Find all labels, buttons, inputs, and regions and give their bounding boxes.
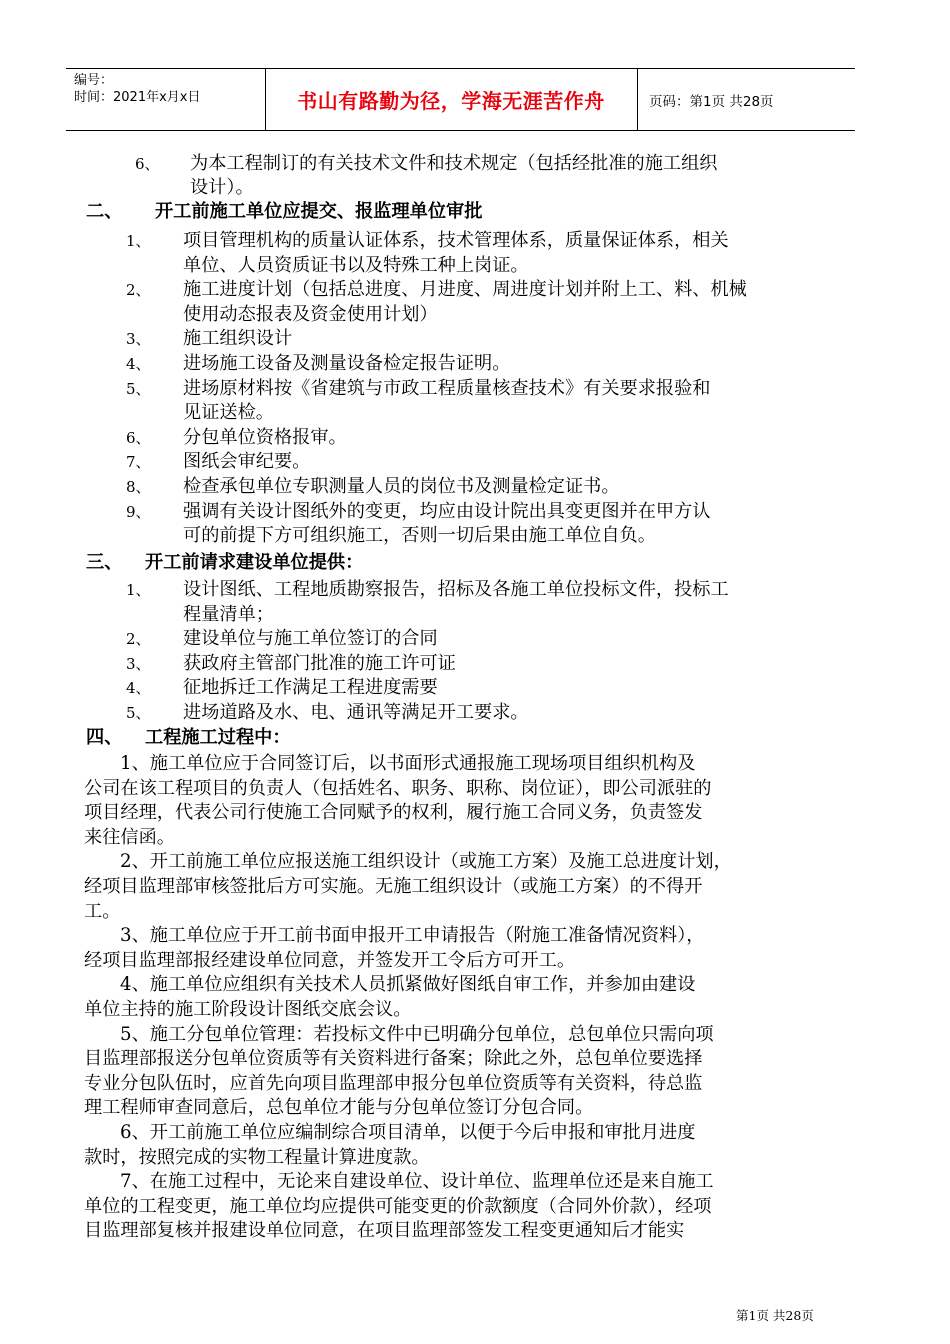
- list-number: 9、: [126, 502, 151, 521]
- list-item-text: 项目管理机构的质量认证体系，技术管理体系，质量保证体系，相关: [183, 230, 729, 251]
- list-number: 4、: [126, 355, 151, 373]
- header-meta-cell: [66, 69, 266, 130]
- paragraph-line: 目监理部复核并报建设单位同意，在项目监理部签发工程变更通知后才能实: [84, 1220, 685, 1242]
- section-heading: 开工前施工单位应提交、报监理单位审批: [155, 201, 483, 222]
- paragraph-line: 4、施工单位应组织有关技术人员抓紧做好图纸自审工作，并参加由建设: [120, 974, 696, 996]
- list-number: 7、: [126, 453, 151, 472]
- paragraph-line: 6、开工前施工单位应编制综合项目清单，以便于今后申报和审批月进度: [120, 1122, 696, 1143]
- list-number: 1、: [126, 581, 151, 599]
- list-item-text: 强调有关设计图纸外的变更，均应由设计院出具变更图并在甲方认: [183, 500, 711, 522]
- list-number: 5、: [126, 704, 151, 722]
- list-number: 6、: [135, 155, 160, 173]
- list-item-text: 为本工程制订的有关技术文件和技术规定（包括经批准的施工组织: [190, 153, 718, 174]
- list-item-text: 进场施工设备及测量设备检定报告证明。: [183, 353, 511, 374]
- list-number: 2、: [126, 281, 151, 300]
- section-number: 三、: [86, 552, 123, 573]
- footer-page-number: 第1页 共28页: [736, 1308, 814, 1323]
- list-item-text: 设计图纸、工程地质勘察报告，招标及各施工单位投标文件，投标工: [183, 579, 729, 600]
- header-page-cell: [638, 69, 855, 130]
- page-header: [66, 68, 855, 131]
- paragraph-line: 1、施工单位应于合同签订后，以书面形式通报施工现场项目组织机构及: [120, 753, 696, 774]
- paragraph-line: 款时，按照完成的实物工程量计算进度款。: [84, 1146, 430, 1168]
- list-item-text: 程量清单；: [183, 603, 274, 625]
- paragraph-line: 经项目监理部报经建设单位同意，并签发开工令后方可开工。: [84, 949, 576, 971]
- list-item-text: 进场原材料按《省建筑与市政工程质量核查技术》有关要求报验和: [183, 377, 711, 399]
- list-item-text: 获政府主管部门批准的施工许可证: [183, 652, 456, 674]
- list-number: 1、: [126, 232, 151, 250]
- paragraph-line: 3、施工单位应于开工前书面申报开工申请报告（附施工准备情况资料），: [120, 925, 705, 947]
- list-number: 8、: [126, 478, 151, 496]
- list-item-text: 检查承包单位专职测量人员的岗位书及测量检定证书。: [183, 476, 620, 497]
- list-number: 6、: [126, 428, 151, 447]
- paragraph-line: 5、施工分包单位管理：若投标文件中已明确分包单位，总包单位只需向项: [120, 1023, 714, 1045]
- list-item-text: 建设单位与施工单位签订的合同: [183, 628, 438, 650]
- list-item-text: 设计）。: [190, 177, 254, 198]
- list-item-text: 进场道路及水、电、通讯等满足开工要求。: [183, 702, 529, 723]
- paragraph-line: 来往信函。: [84, 826, 175, 848]
- list-number: 2、: [126, 630, 151, 649]
- paragraph-line: 单位的工程变更，施工单位均应提供可能变更的价款额度（合同外价款），经项: [84, 1195, 712, 1217]
- header-page-number: 页码：第1页 共28页: [649, 93, 774, 110]
- list-item-text: 施工组织设计: [183, 328, 293, 350]
- list-item-text: 分包单位资格报审。: [183, 426, 347, 448]
- motto-text: 书山有路勤为径，学海无涯苦作舟: [297, 89, 605, 113]
- header-motto-cell: [265, 69, 638, 130]
- code-label: 编号：: [74, 73, 114, 88]
- paragraph-line: 单位主持的施工阶段设计图纸交底会议。: [84, 999, 412, 1020]
- list-item-text: 可的前提下方可组织施工，否则一切后果由施工单位自负。: [183, 525, 656, 547]
- paragraph-line: 项目经理，代表公司行使施工合同赋予的权利，履行施工合同义务，负责签发: [84, 802, 703, 824]
- section-number: 四、: [86, 727, 123, 748]
- list-number: 4、: [126, 679, 151, 698]
- list-item-text: 单位、人员资质证书以及特殊工种上岗证。: [183, 254, 529, 276]
- list-number: 3、: [126, 330, 151, 349]
- paragraph-line: 2、开工前施工单位应报送施工组织设计（或施工方案）及施工总进度计划，: [120, 851, 732, 873]
- paragraph-line: 专业分包队伍时，应首先向项目监理部申报分包单位资质等有关资料，待总监: [84, 1072, 703, 1094]
- paragraph-line: 公司在该工程项目的负责人（包括姓名、职务、职称、岗位证），即公司派驻的: [84, 777, 712, 799]
- date-label: 时间：2021年x月x日: [74, 90, 201, 105]
- list-number: 5、: [126, 379, 151, 398]
- paragraph-line: 目监理部报送分包单位资质等有关资料进行备案；除此之外，总包单位要选择: [84, 1048, 703, 1070]
- paragraph-line: 理工程师审查同意后，总包单位才能与分包单位签订分包合同。: [84, 1097, 594, 1119]
- list-number: 3、: [126, 654, 151, 673]
- section-heading: 工程施工过程中：: [145, 727, 291, 748]
- section-number: 二、: [86, 201, 123, 222]
- section-heading: 开工前请求建设单位提供：: [145, 552, 364, 573]
- paragraph-line: 工。: [84, 900, 121, 922]
- list-item-text: 见证送检。: [183, 402, 274, 424]
- paragraph-line: 7、在施工过程中，无论来自建设单位、设计单位、监理单位还是来自施工: [120, 1171, 714, 1193]
- list-item-text: 使用动态报表及资金使用计划）: [183, 303, 438, 325]
- paragraph-line: 经项目监理部审核签批后方可实施。无施工组织设计（或施工方案）的不得开: [84, 876, 703, 897]
- list-item-text: 图纸会审纪要。: [183, 451, 311, 473]
- list-item-text: 征地拆迁工作满足工程进度需要: [183, 677, 438, 699]
- list-item-text: 施工进度计划（包括总进度、月进度、周进度计划并附上工、料、机械: [183, 279, 747, 301]
